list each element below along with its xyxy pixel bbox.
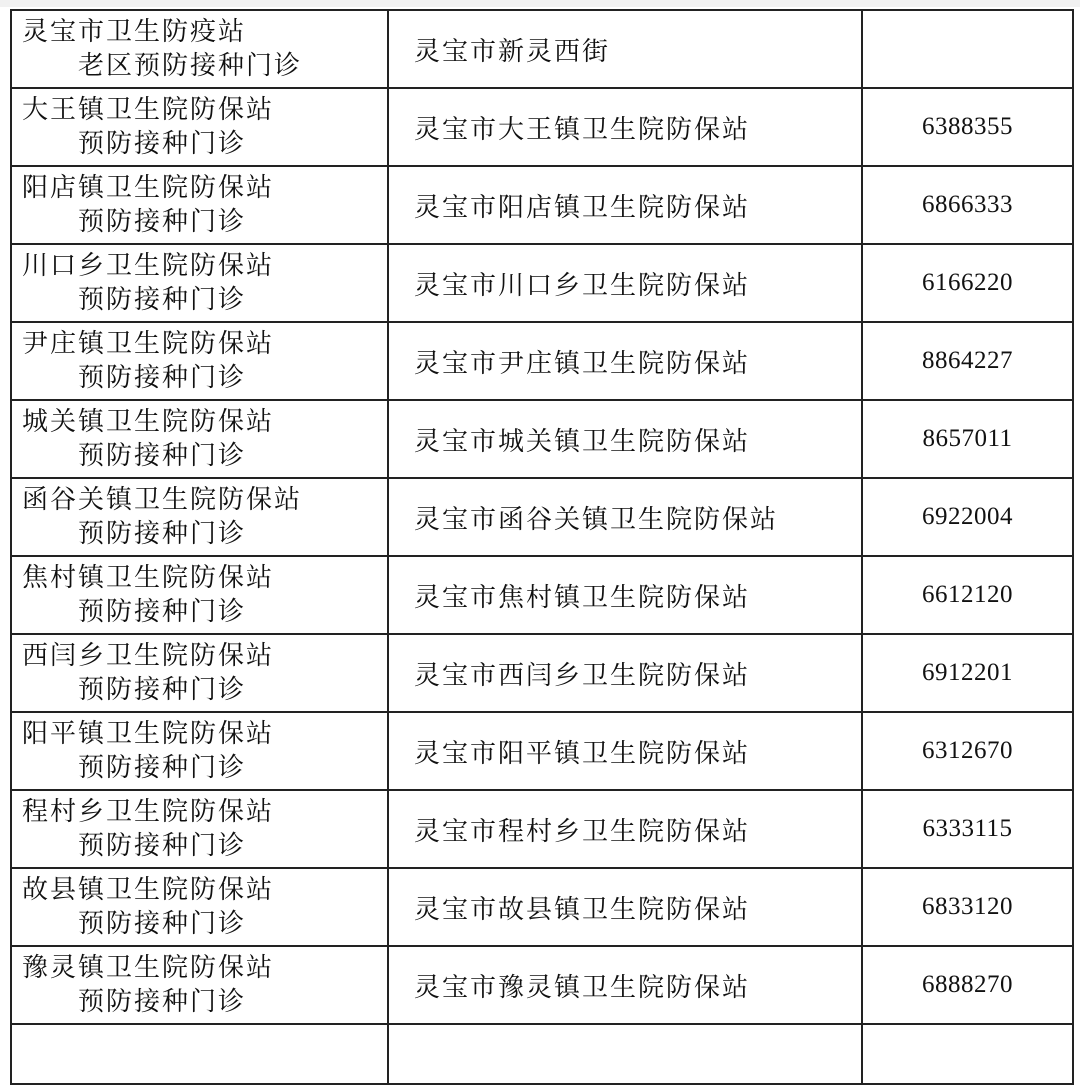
clinic-name-line1: 灵宝市卫生防疫站: [22, 17, 247, 46]
clinic-name-line2: 预防接种门诊: [78, 909, 247, 938]
clinic-name-cell: [11, 10, 388, 88]
clinic-phone: 8864227: [922, 347, 1013, 374]
clinic-address: 灵宝市大王镇卫生院防保站: [414, 114, 751, 144]
scan-edge-artifact: [0, 0, 1080, 7]
clinic-name-cell: [11, 868, 388, 946]
clinic-name-cell: [11, 1024, 388, 1084]
clinic-phone-cell: [862, 88, 1073, 166]
clinic-address: 灵宝市阳平镇卫生院防保站: [414, 738, 751, 768]
clinic-name-line2: 预防接种门诊: [78, 831, 247, 860]
clinic-name-cell: [11, 88, 388, 166]
clinic-name-cell: [11, 712, 388, 790]
clinic-name-line1: 函谷关镇卫生院防保站: [22, 485, 303, 514]
clinic-address-cell: [388, 166, 862, 244]
clinic-phone: 8657011: [922, 425, 1013, 452]
clinic-phone-cell: [862, 790, 1073, 868]
clinic-name-line2: 预防接种门诊: [78, 441, 247, 470]
clinic-address-cell: [388, 556, 862, 634]
clinic-name-cell: [11, 322, 388, 400]
clinic-phone-cell: [862, 478, 1073, 556]
clinic-address-cell: [388, 10, 862, 88]
table-row: [11, 790, 1073, 868]
clinic-table-body: [11, 10, 1073, 1084]
clinic-name-cell: [11, 478, 388, 556]
table-row: [11, 868, 1073, 946]
clinic-phone-cell: [862, 400, 1073, 478]
clinic-address: 灵宝市尹庄镇卫生院防保站: [414, 348, 751, 378]
clinic-phone: 6912201: [922, 659, 1013, 686]
clinic-name-cell: [11, 400, 388, 478]
table-row: [11, 712, 1073, 790]
clinic-name-line2: 预防接种门诊: [78, 363, 247, 392]
table-row: [11, 244, 1073, 322]
table-row: [11, 88, 1073, 166]
clinic-phone: 6866333: [922, 191, 1013, 218]
clinic-phone: 6388355: [922, 113, 1013, 140]
clinic-phone-cell: [862, 10, 1073, 88]
clinic-phone-cell: [862, 166, 1073, 244]
clinic-phone-cell: [862, 322, 1073, 400]
clinic-address: 灵宝市函谷关镇卫生院防保站: [414, 504, 779, 534]
clinic-name-line2: 老区预防接种门诊: [78, 51, 303, 80]
clinic-name-line1: 城关镇卫生院防保站: [22, 407, 275, 436]
clinic-phone-cell: [862, 634, 1073, 712]
clinic-name-line2: 预防接种门诊: [78, 519, 247, 548]
clinic-phone: 6888270: [922, 971, 1013, 998]
clinic-address: 灵宝市豫灵镇卫生院防保站: [414, 972, 751, 1002]
clinic-phone-cell: [862, 868, 1073, 946]
clinic-name-cell: [11, 556, 388, 634]
clinic-address-cell: [388, 322, 862, 400]
clinic-address-cell: [388, 790, 862, 868]
clinic-address-cell: [388, 868, 862, 946]
clinic-name-line1: 故县镇卫生院防保站: [22, 875, 275, 904]
table-row: [11, 478, 1073, 556]
clinic-address: 灵宝市川口乡卫生院防保站: [414, 270, 751, 300]
clinic-phone-cell: [862, 244, 1073, 322]
clinic-phone-cell: [862, 946, 1073, 1024]
clinic-name-line2: 预防接种门诊: [78, 285, 247, 314]
clinic-name-line2: 预防接种门诊: [78, 753, 247, 782]
clinic-name-line1: 焦村镇卫生院防保站: [22, 563, 275, 592]
clinic-address-cell: [388, 946, 862, 1024]
table-row: [11, 634, 1073, 712]
clinic-name-line2: 预防接种门诊: [78, 675, 247, 704]
clinic-phone: 6833120: [922, 893, 1013, 920]
clinic-address-cell: [388, 400, 862, 478]
clinic-address: 灵宝市新灵西街: [414, 36, 611, 66]
clinic-phone-cell: [862, 1024, 1073, 1084]
clinic-name-cell: [11, 946, 388, 1024]
clinic-phone: 6612120: [922, 581, 1013, 608]
clinic-address-cell: [388, 712, 862, 790]
clinic-name-line2: 预防接种门诊: [78, 597, 247, 626]
clinic-phone: 6922004: [922, 503, 1013, 530]
clinic-phone-cell: [862, 712, 1073, 790]
clinic-name-cell: [11, 244, 388, 322]
clinic-name-line1: 阳店镇卫生院防保站: [22, 173, 275, 202]
clinic-phone: 6166220: [922, 269, 1013, 296]
table-row: [11, 10, 1073, 88]
clinic-name-line2: 预防接种门诊: [78, 129, 247, 158]
clinic-address: 灵宝市西闫乡卫生院防保站: [414, 660, 751, 690]
clinic-name-cell: [11, 790, 388, 868]
clinic-name-line2: 预防接种门诊: [78, 987, 247, 1016]
clinic-address-cell: [388, 1024, 862, 1084]
clinic-name-cell: [11, 634, 388, 712]
clinic-name-line1: 程村乡卫生院防保站: [22, 797, 275, 826]
clinic-address: 灵宝市焦村镇卫生院防保站: [414, 582, 751, 612]
clinic-name-cell: [11, 166, 388, 244]
clinic-phone: 6333115: [922, 815, 1013, 842]
clinic-name-line1: 尹庄镇卫生院防保站: [22, 329, 275, 358]
clinic-name-line1: 大王镇卫生院防保站: [22, 95, 275, 124]
clinic-address-cell: [388, 244, 862, 322]
clinic-address: 灵宝市程村乡卫生院防保站: [414, 816, 751, 846]
table-row: [11, 322, 1073, 400]
clinic-address: 灵宝市城关镇卫生院防保站: [414, 426, 751, 456]
table-row: [11, 556, 1073, 634]
clinic-address-cell: [388, 478, 862, 556]
clinic-address: 灵宝市阳店镇卫生院防保站: [414, 192, 751, 222]
clinic-name-line1: 阳平镇卫生院防保站: [22, 719, 275, 748]
clinic-name-line1: 川口乡卫生院防保站: [22, 251, 275, 280]
clinic-name-line2: 预防接种门诊: [78, 207, 247, 236]
clinic-phone: 6312670: [922, 737, 1013, 764]
clinic-address-cell: [388, 634, 862, 712]
clinic-address-cell: [388, 88, 862, 166]
clinic-address: 灵宝市故县镇卫生院防保站: [414, 894, 751, 924]
table-row: [11, 166, 1073, 244]
clinic-phone-cell: [862, 556, 1073, 634]
clinic-name-line1: 西闫乡卫生院防保站: [22, 641, 275, 670]
clinic-name-line1: 豫灵镇卫生院防保站: [22, 953, 275, 982]
table-row: [11, 400, 1073, 478]
clinic-table: [10, 9, 1074, 1085]
table-row: [11, 946, 1073, 1024]
table-row: [11, 1024, 1073, 1084]
